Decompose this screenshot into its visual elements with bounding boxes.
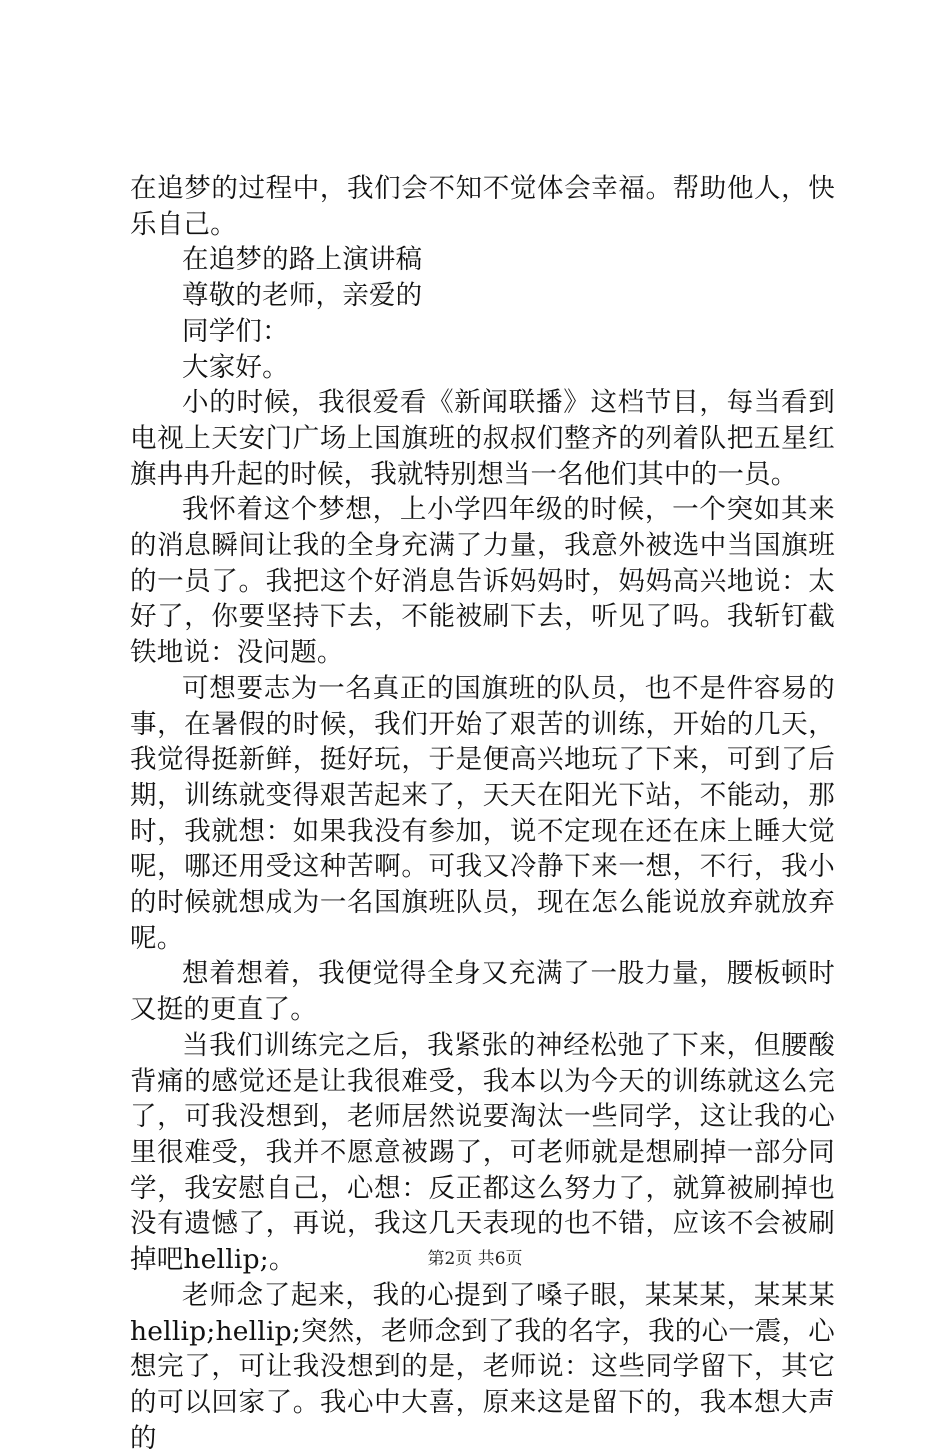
paragraph: 老师念了起来，我的心提到了嗓子眼，某某某，某某某hellip;hellip;突然，老师念到了我的名字，我的心一震，心想完了，可让我没想到的是，老师说：这些同学留下，其它的可以回家了。我心中大喜，原来这是留下的，我本想大声的: [130, 1279, 835, 1454]
page-footer: 第2页 共6页: [427, 1249, 523, 1269]
paragraph: 可想要志为一名真正的国旗班的队员，也不是件容易的事，在暑假的时候，我们开始了艰苦的训练，开始的几天，我觉得挺新鲜，挺好玩，于是便高兴地玩了下来，可到了后期，训练就变得艰苦起来了，天天在阳光下站，不能动，那时，我就想：如果我没有参加，说不定现在还在床上睡大觉呢，哪还用受这种苦啊。可我又冷静下来一想，不行，我小的时候就想成为一名国旗班队员，现在怎么能说放弃就放弃呢。: [130, 672, 835, 954]
paragraph: 想着想着，我便觉得全身又充满了一股力量，腰板顿时又挺的更直了。: [130, 958, 835, 1026]
paragraph: 小的时候，我很爱看《新闻联播》这档节目，每当看到电视上天安门广场上国旗班的叔叔们整齐的列着队把五星红旗冉冉升起的时候，我就特别想当一名他们其中的一员。: [130, 387, 835, 490]
paragraph: 我怀着这个梦想，上小学四年级的时候，一个突如其来的消息瞬间让我的全身充满了力量，我意外被选中当国旗班的一员了。我把这个好消息告诉妈妈时，妈妈高兴地说：太好了，你要坚持下去，不能被刷下去，听见了吗。我斩钉截铁地说：没问题。: [130, 494, 835, 669]
paragraph: 同学们：: [182, 315, 289, 347]
paragraph: 在追梦的路上演讲稿: [182, 244, 423, 276]
paragraph: 当我们训练完之后，我紧张的神经松弛了下来，但腰酸背痛的感觉还是让我很难受，我本以为今天的训练就这么完了，可我没想到，老师居然说要淘汰一些同学，这让我的心里很难受，我并不愿意被踢了，可老师就是想刷掉一部分同学，我安慰自己，心想：反正都这么努力了，就算被刷掉也没有遗憾了，再说，我这几天表现的也不错，应该不会被刷掉吧hellip;。: [130, 1029, 835, 1276]
paragraph: 在追梦的过程中，我们会不知不觉体会幸福。帮助他人，快乐自己。: [130, 173, 835, 240]
paragraph: 尊敬的老师，亲爱的: [182, 280, 423, 312]
paragraph: 大家好。: [182, 351, 289, 383]
